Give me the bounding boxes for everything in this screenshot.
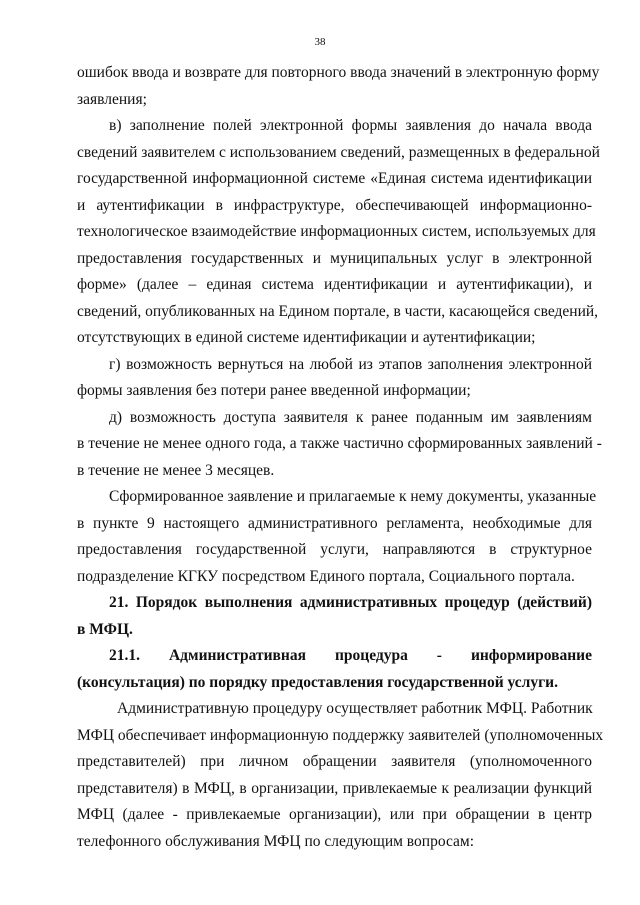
text-line: предоставления государственной услуги, направляются в структурное xyxy=(77,541,592,558)
text-line: представителя) в МФЦ, в организации, привлекаемые к реализации функций xyxy=(77,779,592,797)
section-heading: 21. Порядок выполнения административных процедур (действий) xyxy=(109,594,592,611)
text-line: отсутствующих в единой системе идентификации и аутентификации; xyxy=(77,329,536,346)
text-line: в течение не менее одного года, а также частично сформированных заявлений - xyxy=(77,435,602,452)
page-number: 38 xyxy=(314,36,326,48)
list-item-d: д) возможность доступа заявителя к ранее поданным им заявлениям xyxy=(109,408,592,426)
paragraph-start: Административную процедуру осуществляет работник МФЦ. Работник xyxy=(117,700,593,717)
subsection-heading-cont: (консультация) по порядку предоставления государственной услуги. xyxy=(77,673,558,691)
list-item-g: г) возможность вернуться на любой из этапов заполнения электронной xyxy=(109,355,592,373)
text-line: МФЦ (далее - привлекаемые организации), или при обращении в центр xyxy=(77,806,592,823)
subsection-heading: 21.1. Административная процедура - информирование xyxy=(109,647,592,664)
text-line: представителей) при личном обращении заявителя (уполномоченного xyxy=(77,753,592,770)
text-line: МФЦ обеспечивает информационную поддержку заявителей (уполномоченных xyxy=(77,726,604,744)
section-heading-cont: в МФЦ. xyxy=(77,620,133,638)
text-line: технологическое взаимодействие информационных систем, используемых для xyxy=(77,223,596,240)
paragraph-start: Сформированное заявление и прилагаемые к нему документы, указанные xyxy=(109,488,597,505)
text-line: форме» (далее – единая система идентификации и аутентификации), и xyxy=(77,276,592,293)
text-line: заявления; xyxy=(77,90,147,108)
document-body xyxy=(77,60,604,855)
text-line: в течение не менее 3 месяцев. xyxy=(77,461,275,479)
text-line: ошибок ввода и возврате для повторного ввода значений в электронную форму xyxy=(77,64,600,81)
text-line: государственной информационной системе «Единая система идентификации xyxy=(77,170,592,187)
text-line: телефонного обслуживания МФЦ по следующим вопросам: xyxy=(77,832,475,850)
text-line: формы заявления без потери ранее введенной информации; xyxy=(77,382,471,399)
text-line: в пункте 9 настоящего административного регламента, необходимые для xyxy=(77,514,592,532)
text-line: сведений заявителем с использованием сведений, размещенных в федеральной xyxy=(77,143,600,161)
text-line: подразделение КГКУ посредством Единого портала, Социального портала. xyxy=(77,567,575,585)
list-item-v: в) заполнение полей электронной формы заявления до начала ввода xyxy=(109,117,592,134)
text-line: и аутентификации в инфраструктуре, обеспечивающей информационно- xyxy=(77,196,592,214)
text-line: предоставления государственных и муниципальных услуг в электронной xyxy=(77,249,592,267)
text-line: сведений, опубликованных на Едином портале, в части, касающейся сведений, xyxy=(77,302,599,320)
